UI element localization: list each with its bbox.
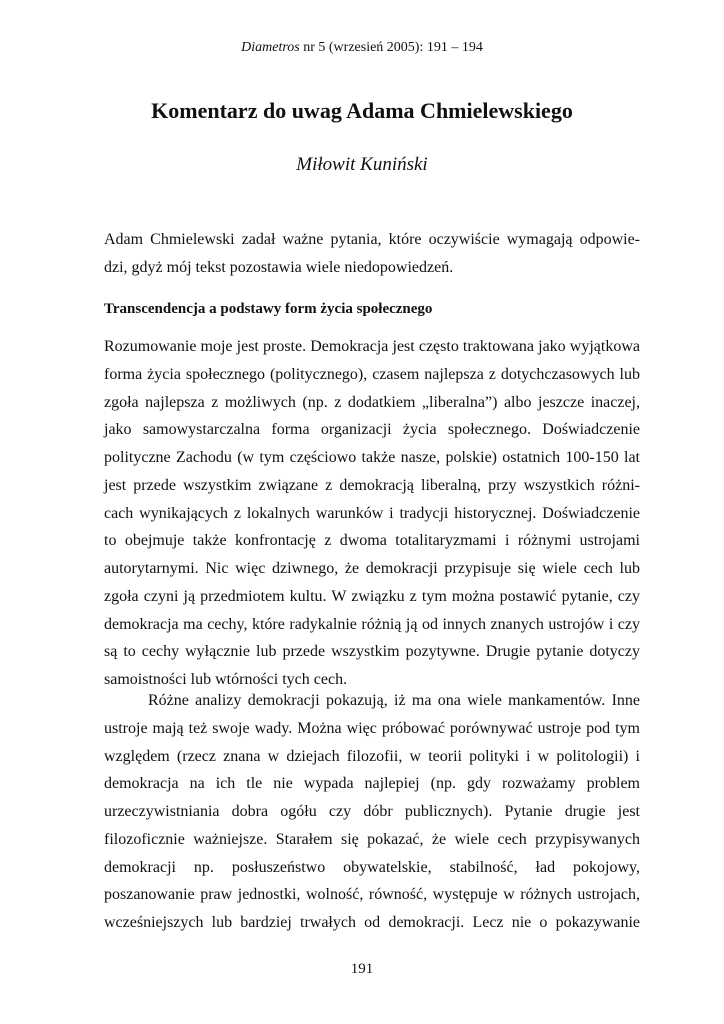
text-line: względem (rzecz znana w dziejach filozofii, w teorii polityki i w politologii) i xyxy=(104,747,640,765)
body-paragraph-2 xyxy=(104,687,640,937)
section-heading: Transcendencja a podstawy form życia społecznego xyxy=(104,301,433,317)
text-line: dzi, gdyż mój tekst pozostawia wiele niedopowiedzeń. xyxy=(104,259,454,276)
article-title: Komentarz do uwag Adama Chmielewskiego xyxy=(151,98,573,123)
text-line: autorytarnymi. Nic więc dziwnego, że demokracji przypisuje się wiele cech lub xyxy=(104,560,640,577)
intro-paragraph xyxy=(104,226,640,282)
text-line: forma życia społecznego (politycznego), czasem najlepsza z dotychczasowych lub xyxy=(104,365,640,383)
text-line: demokracja ma cechy, które radykalnie różnią ją od innych znanych ustrojów i czy xyxy=(104,615,640,633)
issue-info: nr 5 (wrzesień 2005): 191 – 194 xyxy=(303,40,483,55)
body-paragraph-1 xyxy=(104,333,640,694)
text-line: Różne analizy demokracji pokazują, iż ma ona wiele mankamentów. Inne xyxy=(148,692,640,709)
text-line: to obejmuje także konfrontację z dwoma totalitaryzmami i różnymi ustrojami xyxy=(104,532,640,550)
text-line: zgoła najlepsza z możliwych (np. z dodatkiem „liberalna”) albo jeszcze inaczej, xyxy=(104,393,640,411)
text-line: jako samowystarczalna forma organizacji życia społecznego. Doświadczenie xyxy=(104,421,640,439)
author-name: Miłowit Kuniński xyxy=(296,154,428,175)
text-line: Rozumowanie moje jest proste. Demokracja jest często traktowana jako wyjątkowa xyxy=(104,338,640,355)
text-line: cach wynikających z lokalnych warunków i tradycji historycznej. Doświadczenie xyxy=(104,504,640,522)
text-line: polityczne Zachodu (w tym częściowo także nasze, polskie) ostatnich 100-150 lat xyxy=(104,449,640,466)
text-line: samoistności lub wtórności tych cech. xyxy=(104,671,348,688)
text-line: zgoła czyni ją przedmiotem kultu. W związku z tym można postawić pytanie, czy xyxy=(104,587,640,605)
text-line: są to cechy wyłącznie lub przede wszystkim pozytywne. Drugie pytanie dotyczy xyxy=(104,643,640,661)
text-line: urzeczywistniania dobra ogółu czy dóbr publicznych). Pytanie drugie jest xyxy=(104,803,640,820)
text-line: filozoficznie ważniejsze. Starałem się pokazać, że wiele cech przypisywanych xyxy=(104,830,640,848)
text-line: Adam Chmielewski zadał ważne pytania, które oczywiście wymagają odpowie- xyxy=(104,231,640,248)
text-line: ustroje mają też swoje wady. Można więc próbować porównywać ustroje pod tym xyxy=(104,719,640,737)
text-line: demokracji np. posłuszeństwo obywatelskie, stabilność, ład pokojowy, xyxy=(104,858,640,876)
journal-name: Diametros xyxy=(241,40,300,55)
text-line: jest przede wszystkim związane z demokracją liberalną, przy wszystkich różni- xyxy=(104,476,640,494)
running-header xyxy=(0,40,724,56)
text-line: poszanowanie praw jednostki, wolność, równość, występuje w różnych ustrojach, xyxy=(104,886,640,904)
text-line: demokracja na ich tle nie wypada najlepiej (np. gdy rozważamy problem xyxy=(104,775,640,793)
page-number: 191 xyxy=(350,961,374,977)
text-line: wcześniejszych lub bardziej trwałych od demokracji. Lecz nie o pokazywanie xyxy=(104,914,640,931)
